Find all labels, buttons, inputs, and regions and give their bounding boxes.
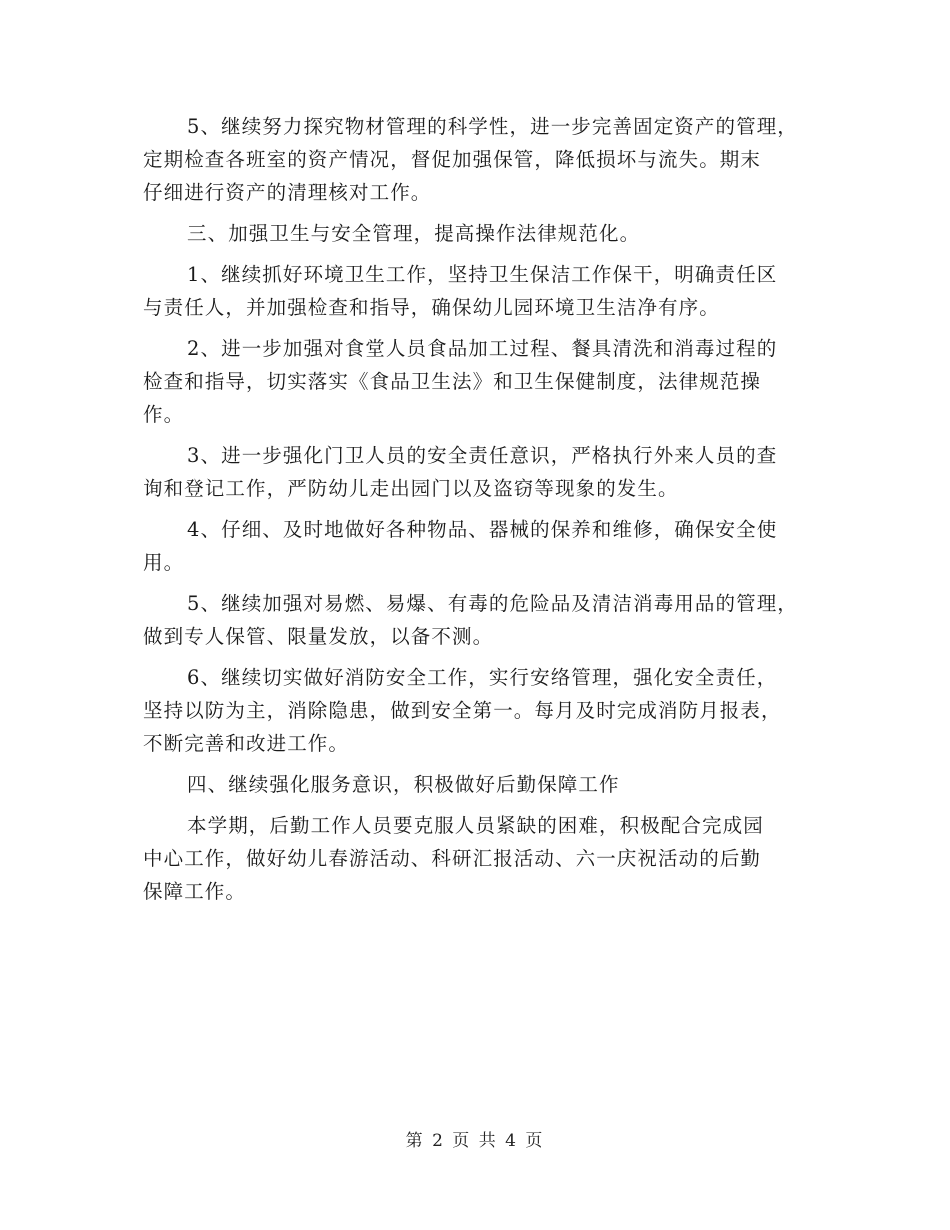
paragraph-line: 2、进一步加强对食堂人员食品加工过程、餐具清洗和消毒过程的 [187, 337, 778, 360]
paragraph-line: 定期检查各班室的资产情况，督促加强保管，降低损坏与流失。期末 [143, 148, 762, 171]
paragraph [143, 809, 813, 908]
paragraph-line: 本学期，后勤工作人员要克服人员紧缺的困难，积极配合完成园 [187, 814, 764, 837]
page-number-footer: 第 2 页 共 4 页 [405, 1131, 545, 1151]
paragraph-line: 5、继续努力探究物材管理的科学性，进一步完善固定资产的管理， [187, 115, 798, 138]
paragraph-line: 询和登记工作，严防幼儿走出园门以及盗窃等现象的发生。 [143, 477, 679, 500]
section-heading [143, 768, 813, 801]
paragraph-line: 作。 [143, 403, 185, 426]
paragraph-line: 不断完善和改进工作。 [143, 732, 350, 755]
document-body [143, 110, 813, 916]
paragraph-line: 6、继续切实做好消防安全工作，实行安络管理，强化安全责任， [187, 666, 778, 689]
paragraph [143, 332, 813, 431]
paragraph [143, 513, 813, 579]
paragraph-line: 仔细进行资产的清理核对工作。 [143, 181, 432, 204]
paragraph-line: 坚持以防为主，消除隐患，做到安全第一。每月及时完成消防月报表， [143, 699, 782, 722]
paragraph [143, 661, 813, 760]
paragraph-line: 中心工作，做好幼儿春游活动、科研汇报活动、六一庆祝活动的后勤 [143, 847, 762, 870]
paragraph-line: 检查和指导，切实落实《食品卫生法》和卫生保健制度，法律规范操 [143, 370, 762, 393]
paragraph-line: 做到专人保管、限量发放，以备不测。 [143, 625, 494, 648]
paragraph [143, 439, 813, 505]
paragraph-line: 用。 [143, 551, 185, 574]
section-heading [143, 217, 813, 250]
paragraph-line: 4、仔细、及时地做好各种物品、器械的保养和维修，确保安全使 [187, 518, 778, 541]
heading-line: 三、加强卫生与安全管理，提高操作法律规范化。 [187, 222, 641, 245]
heading-line: 四、继续强化服务意识，积极做好后勤保障工作 [187, 773, 620, 796]
paragraph-line: 保障工作。 [143, 880, 247, 903]
paragraph-line: 与责任人，并加强检查和指导，确保幼儿园环境卫生洁净有序。 [143, 296, 720, 319]
paragraph-line: 5、继续加强对易燃、易爆、有毒的危险品及清洁消毒用品的管理， [187, 592, 798, 615]
paragraph [143, 258, 813, 324]
paragraph [143, 110, 813, 209]
paragraph-line: 3、进一步强化门卫人员的安全责任意识，严格执行外来人员的查 [187, 444, 778, 467]
paragraph-line: 1、继续抓好环境卫生工作，坚持卫生保洁工作保干，明确责任区 [187, 263, 778, 286]
paragraph [143, 587, 813, 653]
